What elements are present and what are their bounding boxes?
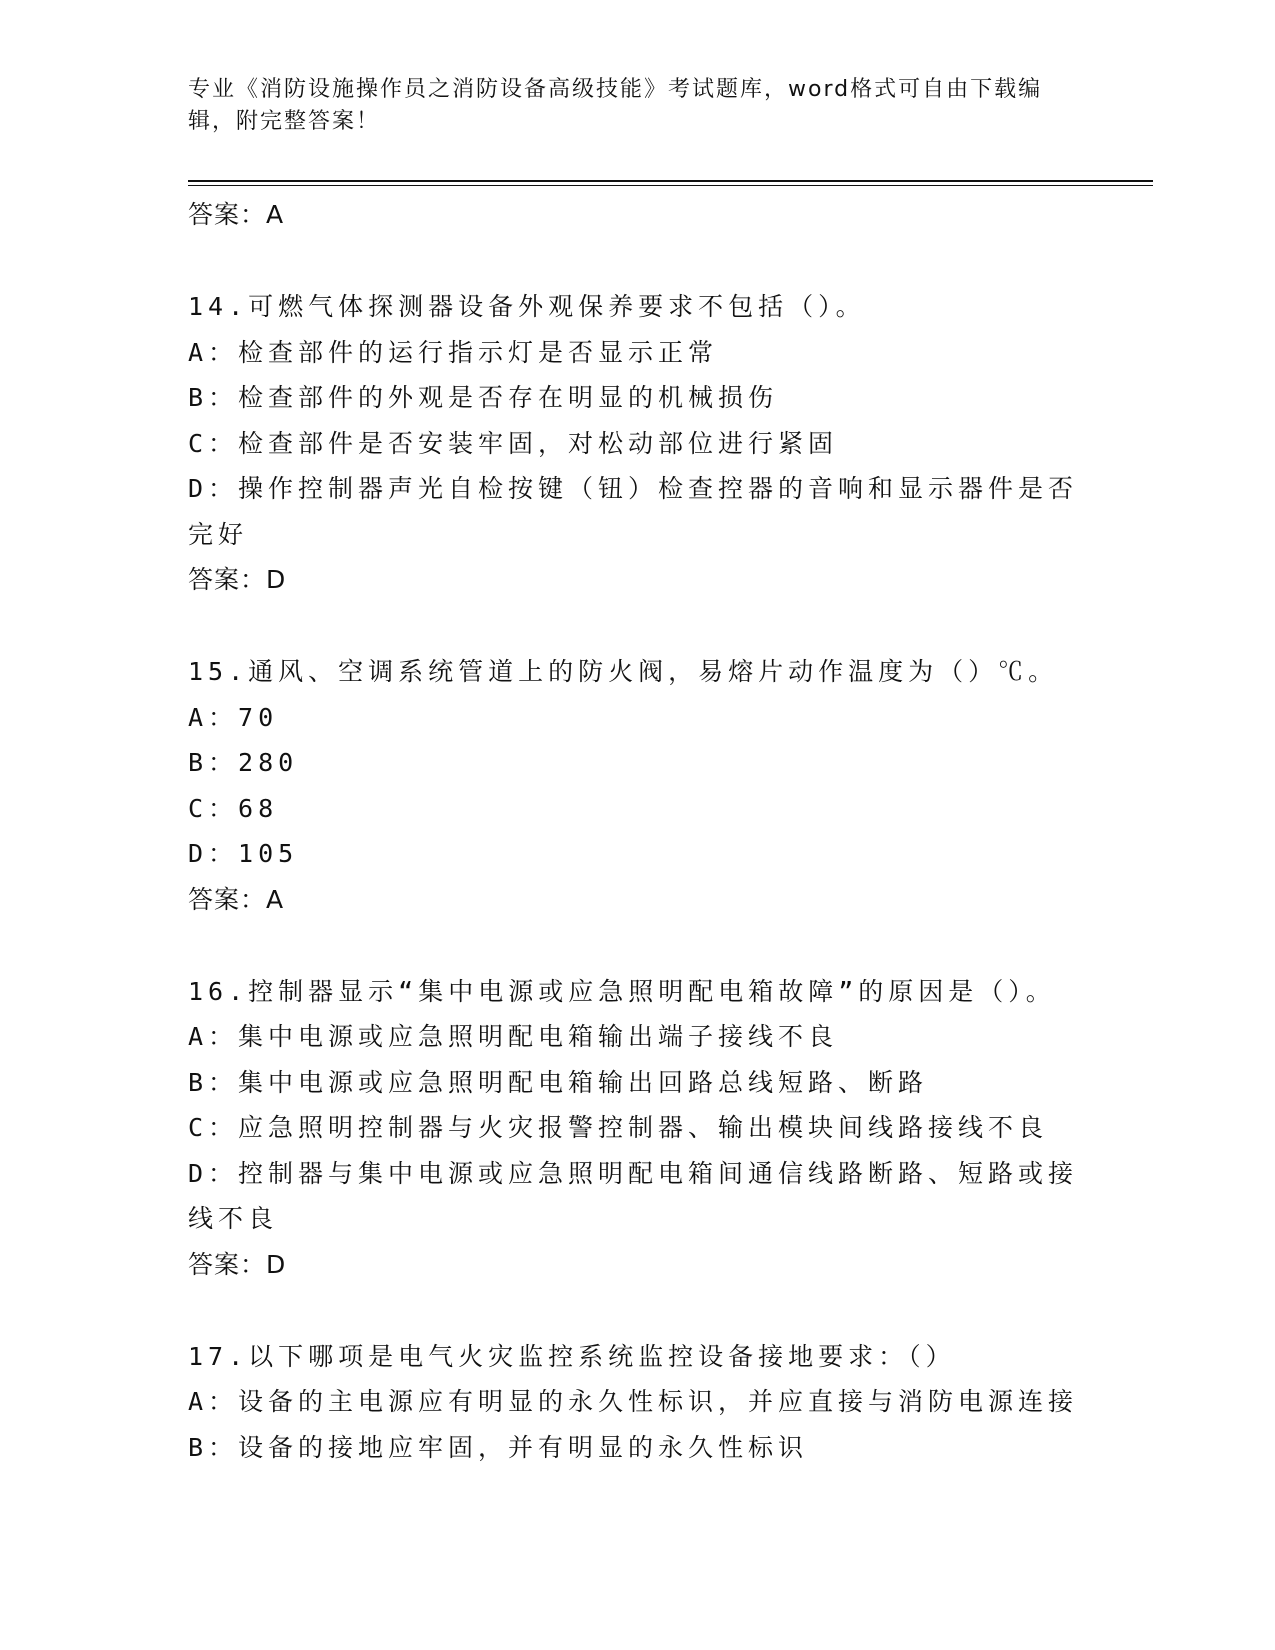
answer-line: 答案：D (188, 1249, 287, 1279)
question-stem: 17.以下哪项是电气火灾监控系统监控设备接地要求：（） (188, 1341, 956, 1371)
option-c: C：68 (188, 793, 279, 823)
answer-line: 答案：D (188, 565, 287, 594)
answer-line: 答案：A (188, 200, 285, 229)
option-a: A：70 (188, 702, 279, 732)
option-b: B：集中电源或应急照明配电箱输出回路总线短路、断路 (188, 1067, 929, 1097)
question-15 (188, 649, 1088, 922)
question-stem: 15.通风、空调系统管道上的防火阀，易熔片动作温度为（）℃。 (188, 657, 1059, 686)
option-b: B：设备的接地应牢固，并有明显的永久性标识 (188, 1432, 809, 1462)
option-a: A：集中电源或应急照明配电箱输出端子接线不良 (188, 1022, 839, 1051)
option-a: A：检查部件的运行指示灯是否显示正常 (188, 337, 719, 367)
question-stem: 14.可燃气体探测器设备外观保养要求不包括（）。 (188, 292, 866, 321)
option-c: C：检查部件是否安装牢固，对松动部位进行紧固 (188, 428, 839, 458)
question-16 (188, 969, 1088, 1287)
option-d: D：操作控制器声光自检按键（钮）检查控器的音响和显示器件是否完好 (188, 474, 1079, 549)
question-stem: 16.控制器显示“集中电源或应急照明配电箱故障”的原因是（）。 (188, 976, 1056, 1006)
question-list (188, 192, 1088, 1470)
option-c: C：应急照明控制器与火灾报警控制器、输出模块间线路接线不良 (188, 1113, 1049, 1142)
option-a: A：设备的主电源应有明显的永久性标识，并应直接与消防电源连接 (188, 1387, 1079, 1416)
option-d: D：105 (188, 839, 299, 868)
option-b: B：280 (188, 748, 299, 777)
answer-line: 答案：A (188, 884, 285, 914)
header-divider-thin (188, 185, 1153, 186)
option-b: B：检查部件的外观是否存在明显的机械损伤 (188, 383, 779, 412)
document-header: 专业《消防设施操作员之消防设备高级技能》考试题库，word格式可自由下载编辑，附完整答案！ (188, 77, 1043, 134)
header-divider (188, 180, 1153, 182)
question-17 (188, 1334, 1088, 1471)
option-d: D：控制器与集中电源或应急照明配电箱间通信线路断路、短路或接线不良 (188, 1158, 1079, 1233)
question-14 (188, 284, 1088, 602)
